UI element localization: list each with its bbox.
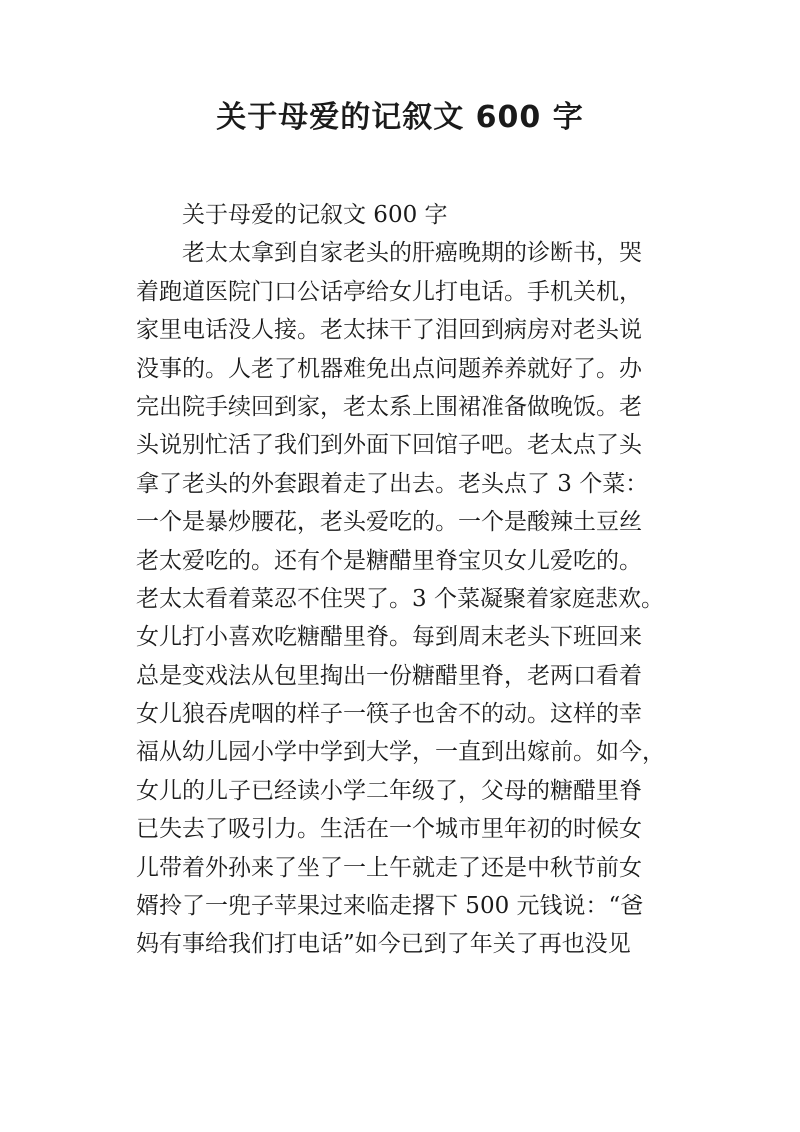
paragraph-line: 拿了老头的外套跟着走了出去。老头点了 3 个菜： — [136, 470, 649, 497]
paragraph-line: 女儿狼吞虎咽的样子一筷子也舍不的动。这样的幸 — [136, 701, 642, 728]
paragraph-line: 家里电话没人接。老太抹干了泪回到病房对老头说 — [136, 317, 642, 344]
paragraph-line: 老太爱吃的。还有个是糖醋里脊宝贝女儿爱吃的。 — [136, 547, 642, 574]
subtitle-line: 关于母爱的记叙文 600 字 — [182, 202, 448, 228]
paragraph-line: 女儿的儿子已经读小学二年级了，父母的糖醋里脊 — [136, 777, 642, 804]
paragraph-line: 完出院手续回到家，老太系上围裙准备做晚饭。老 — [136, 393, 642, 420]
paragraph-line: 婿拎了一兜子苹果过来临走撂下 500 元钱说：“爸 — [136, 893, 644, 920]
paragraph-line: 老太太看着菜忍不住哭了。3 个菜凝聚着家庭悲欢。 — [136, 585, 664, 612]
document-body — [136, 196, 676, 964]
paragraph-line: 已失去了吸引力。生活在一个城市里年初的时候女 — [136, 816, 642, 843]
paragraph-line: 头说别忙活了我们到外面下回馆子吧。老太点了头 — [136, 432, 642, 459]
paragraph-line: 女儿打小喜欢吃糖醋里脊。每到周末老头下班回来 — [136, 624, 642, 651]
paragraph-line: 总是变戏法从包里掏出一份糖醋里脊，老两口看着 — [136, 662, 642, 689]
paragraph-line: 着跑道医院门口公话亭给女儿打电话。手机关机， — [136, 278, 642, 305]
paragraph-line: 一个是暴炒腰花，老头爱吃的。一个是酸辣土豆丝 — [136, 509, 642, 536]
paragraph-line: 儿带着外孙来了坐了一上午就走了还是中秋节前女 — [136, 854, 642, 881]
paragraph-line: 老太太拿到自家老头的肝癌晚期的诊断书，哭 — [182, 240, 642, 267]
paragraph-line: 没事的。人老了机器难免出点问题养养就好了。办 — [136, 355, 642, 382]
paragraph-line: 福从幼儿园小学中学到大学，一直到出嫁前。如今， — [136, 739, 665, 766]
paragraph-line: 妈有事给我们打电话”如今已到了年关了再也没见 — [136, 931, 631, 958]
document-title: 关于母爱的记叙文 600 字 — [216, 100, 584, 135]
